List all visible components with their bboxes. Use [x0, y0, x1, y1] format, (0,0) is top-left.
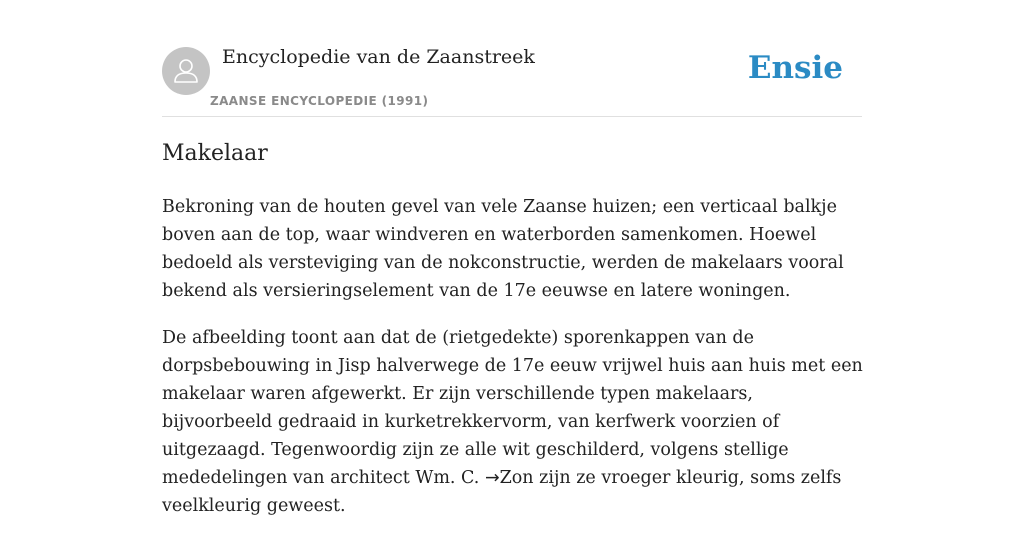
paragraph-2-text-after: zijn ze vroeger kleurig, soms zelfs veelkleurig geweest. [162, 468, 842, 516]
paragraph-1: Bekroning van de houten gevel van vele Zaanse huizen; een verticaal balkje boven aan de top, waar windveren en waterborden samenkomen. Hoewel bedoeld als versteviging van de nokconstructie, werden de makelaars vooral bekend als versieringselement van de 17e eeuwse en latere woningen. [162, 197, 844, 301]
cross-reference-link-zon[interactable]: Zon [499, 468, 534, 488]
article-title: Makelaar [162, 141, 268, 166]
brand-logo[interactable]: Ensie [747, 50, 843, 86]
article-page [162, 0, 863, 516]
paragraph-2 [162, 324, 868, 520]
source-title[interactable]: Encyclopedie van de Zaanstreek [222, 46, 535, 68]
article-body [162, 193, 868, 539]
user-silhouette-icon [162, 47, 210, 95]
source-header [162, 0, 862, 117]
paragraph-2-text-before: De afbeelding toont aan dat de (rietgedekte) sporenkappen van de dorpsbebouwing in Jisp halverwege de 17e eeuw vrijwel huis aan huis met een makelaar waren afgewerkt. Er zijn verschillende typen makelaars, bijvoorbeeld gedraaid in kurketrekkervorm, van kerfwerk voorzien of uitgezaagd. Tegenwoordig zijn ze alle wit geschilderd, volgens stellige mededelingen van architect Wm. C. [162, 328, 863, 488]
cross-reference-arrow-icon: → [484, 468, 500, 488]
source-subtitle: ZAANSE ENCYCLOPEDIE (1991) [210, 94, 429, 108]
source-avatar[interactable] [162, 47, 210, 95]
